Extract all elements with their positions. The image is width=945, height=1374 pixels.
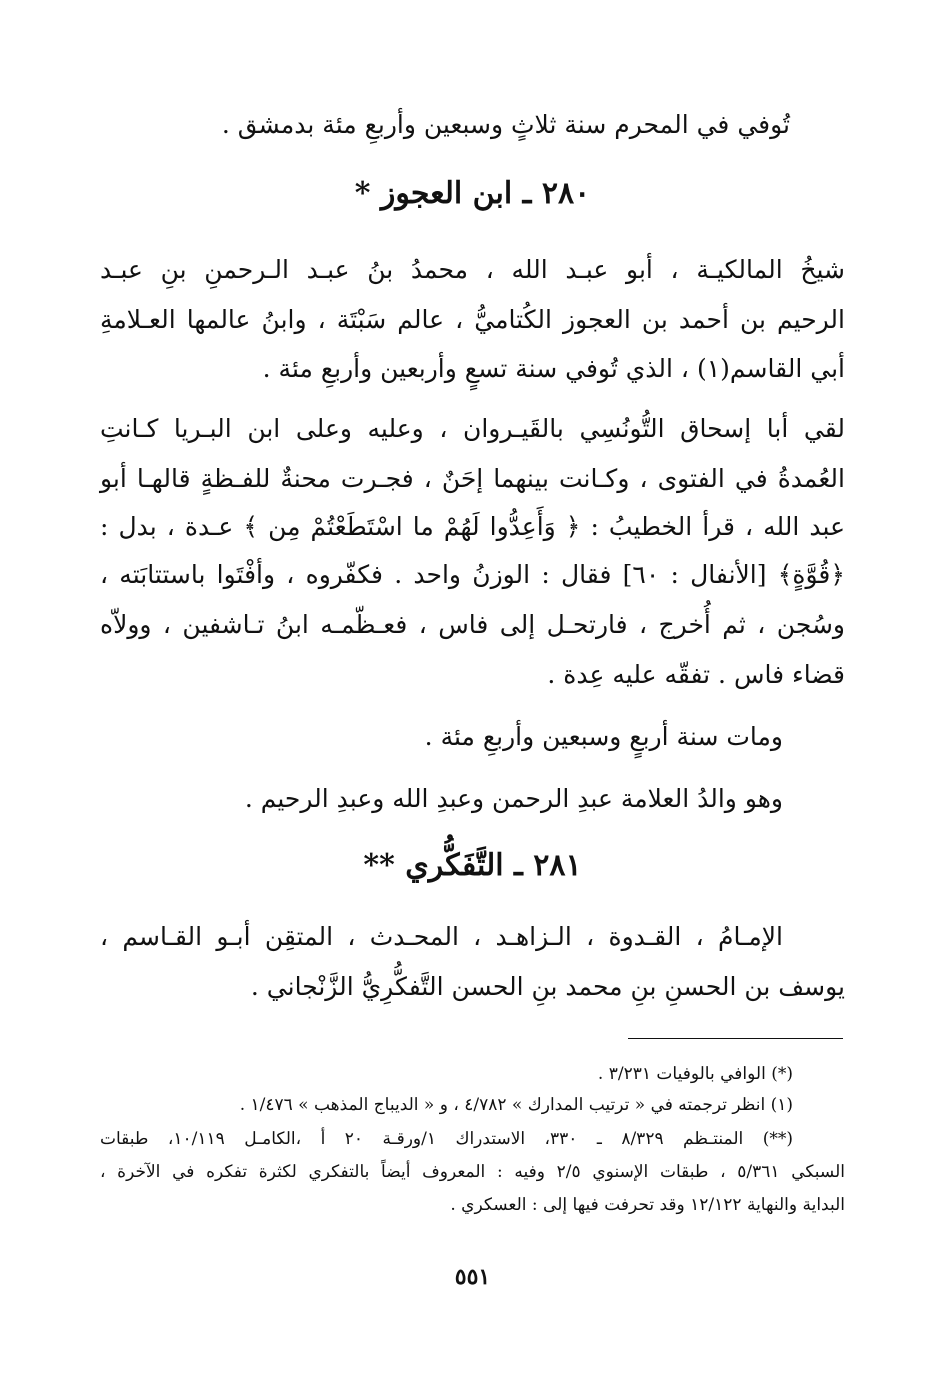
footnote: السبكي ٥/٣٦١ ، طبقات الإسنوي ٢/٥ وفيه : المعروف أيضاً بالتفكري لكثرة تفكره في الآخرة ، [100, 1162, 845, 1182]
footnote-divider [628, 1038, 843, 1039]
page-number: ٥٥١ [454, 1264, 491, 1290]
paragraph-line: عبد الله ، قرأ الخطيبُ : ﴿ وَأَعِدُّوا لَهُمْ ما اسْتَطَعْتُمْ مِن ﴾ عـدة ، بدل : [100, 512, 845, 541]
paragraph-line: قضاء فاس . تفقّه عليه عِدة . [547, 660, 845, 689]
paragraph-line: يوسف بن الحسنِ بنِ محمد بنِ الحسن التَّفكُّرِيُّ الزَّنْجاني . [250, 972, 845, 1001]
entry-281-title: ٢٨١ ـ التَّفَكُّري ** [363, 848, 582, 883]
footnote: البداية والنهاية ١٢/١٢٢ وقد تحرفت فيها إلى : العسكري . [450, 1195, 845, 1215]
paragraph-line: الرحيم بن أحمد بن العجوز الكُتاميُّ ، عالم سَبْتَة ، وابنُ عالمها العـلامةِ [100, 305, 845, 334]
paragraph-line: شيخُ المالكيـة ، أبو عبـد الله ، محمدُ بنُ عبـد الـرحمنِ بنِ عبـد [100, 255, 845, 284]
paragraph-line: أبي القاسم(١) ، الذي تُوفي سنة تسعٍ وأربعين وأربعِ مئة . [262, 354, 845, 383]
death-line: ومات سنة أربعٍ وسبعين وأربعِ مئة . [424, 722, 783, 751]
paragraph-line: ﴿قُوَّةٍ﴾ [الأنفال : ٦٠] فقال : الوزنُ واحد . فكفّروه ، وأفْتَوا باستتابَته ، [100, 560, 845, 589]
footnote: (*) الوافي بالوفيات ٣/٢٣١ . [597, 1064, 793, 1084]
paragraph-line: لقي أبا إسحاق التُّونُسِي بالقَيـروان ، وعليه وعلى ابن البـريا كـانتِ [100, 414, 845, 443]
father-line: وهو والدُ العلامة عبدِ الرحمن وعبدِ الله وعبدِ الرحيم . [244, 784, 783, 813]
intro-line: تُوفي في المحرم سنة ثلاثٍ وسبعين وأربعِ مئة بدمشق . [221, 110, 790, 139]
footnote: (**) المنتـظم ٨/٣٢٩ ـ ٣٣٠، الاستدراك ١/ورقـة ٢٠ أ ،الكامـل ١٠/١١٩، طبقات [100, 1129, 793, 1149]
entry-280-title: ٢٨٠ ـ ابن العجوز * [354, 176, 591, 211]
paragraph-line: وسُجن ، ثم أُخرج ، فارتحـل إلى فاس ، فعـظّمـه ابنُ تـاشفين ، وولاّه [100, 610, 845, 639]
paragraph-line: الإمـامُ ، القـدوة ، الـزاهـد ، المحـدث ، المتقِن أبـو القـاسم ، [100, 922, 783, 951]
paragraph-line: العُمدةُ في الفتوى ، وكـانت بينهما إحَنٌ ، فجـرت محنةٌ للفـظةٍ قالهـا أبو [100, 464, 845, 493]
footnote: (١) انظر ترجمته في « ترتيب المدارك » ٤/٧٨٢ ، و « الديباج المذهب » ١/٤٧٦ . [239, 1095, 793, 1115]
